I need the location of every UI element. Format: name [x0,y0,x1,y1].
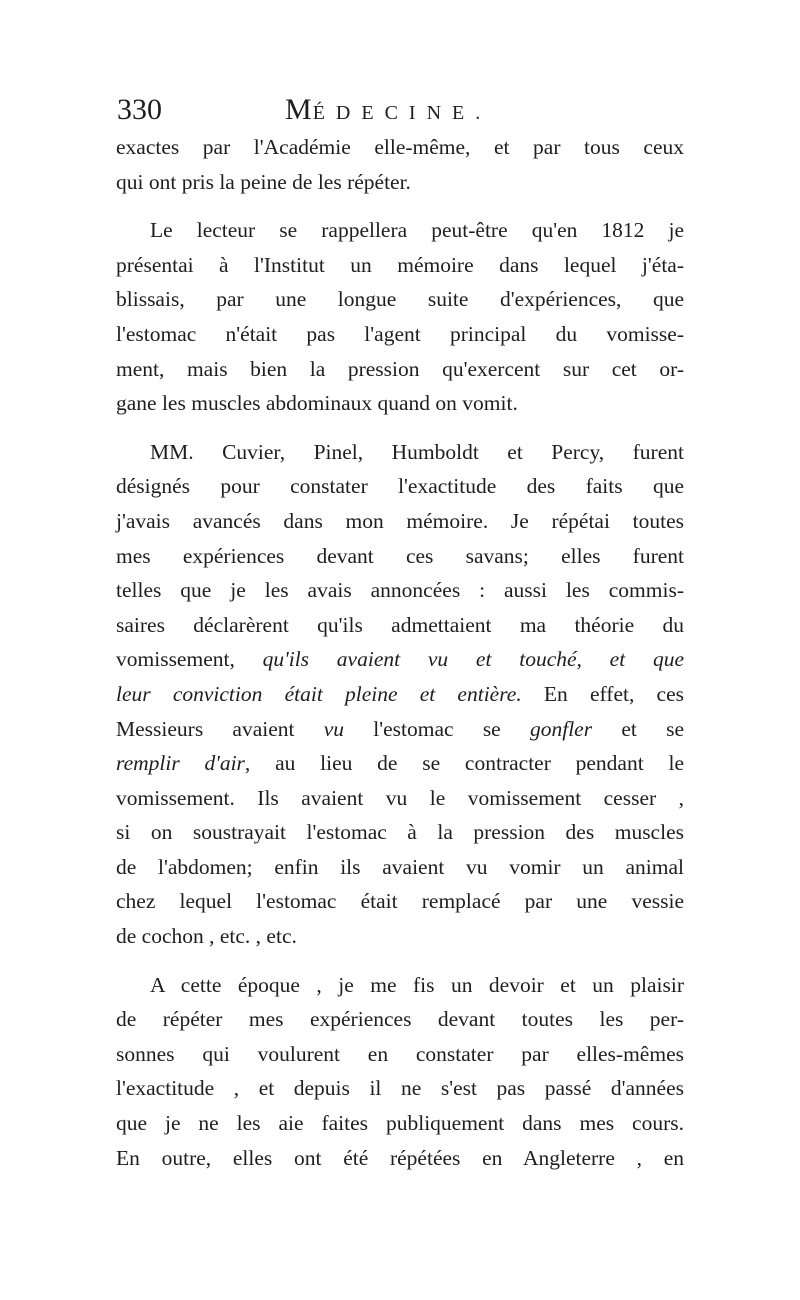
text-segment: exactes par l'Académie elle-même, et par tous ceux [116,135,684,159]
text-line [116,213,684,248]
text-line [116,608,684,643]
italic-text: remplir d'air [116,751,245,776]
text-line [116,850,684,885]
text-line [116,815,684,850]
text-line [116,677,684,712]
text-segment: si on soustrayait l'estomac à la pression des muscles [116,820,684,845]
text-line [116,1071,684,1106]
text-segment: En outre, elles ont été répétées en Angleterre , en [116,1145,684,1170]
text-line [116,165,684,200]
text-line [116,573,684,608]
text-segment: ment, mais bien la pression qu'exercent sur cet or- [116,356,684,381]
text-line [116,352,684,387]
text-segment: En effet, ces [521,681,684,706]
body-text [116,130,684,1175]
text-segment: sonnes qui voulurent en constater par elles-mêmes [116,1041,684,1066]
text-segment: vomissement. Ils avaient vu le vomissement cesser , [116,785,684,810]
text-line [116,1141,684,1176]
text-segment: présentai à l'Institut un mémoire dans lequel j'éta- [116,252,684,277]
text-segment: l'estomac n'était pas l'agent principal du vomisse- [116,321,684,346]
text-segment: gane les muscles abdominaux quand on vomit. [116,391,518,416]
text-line [116,1002,684,1037]
text-line [116,642,684,677]
text-line [116,469,684,504]
text-line [116,968,684,1003]
text-segment: telles que je les avais annoncées : aussi les commis- [116,578,684,603]
text-line [116,919,684,954]
text-segment: chez lequel l'estomac était remplacé par une vessie [116,889,684,914]
text-line [116,504,684,539]
text-segment: Messieurs avaient [116,716,324,741]
text-segment: qui ont pris la peine de les répéter. [116,169,411,194]
text-segment: Le lecteur se rappellera peut-être qu'en 1812 je [150,218,684,243]
paragraph [116,130,684,199]
italic-text: qu'ils avaient vu et touché, et que [262,647,685,672]
text-segment: désignés pour constater l'exactitude des faits que [116,474,684,499]
text-line [116,746,684,781]
text-line [116,712,684,747]
text-segment: et se [592,716,685,741]
text-line [116,248,684,283]
text-line [116,282,684,317]
text-segment: de répéter mes expériences devant toutes les per- [116,1007,684,1032]
text-line [116,1037,684,1072]
text-segment: A cette époque , je me fis un devoir et un plaisir [150,972,684,997]
italic-text: leur conviction était pleine et entière. [116,681,522,706]
text-segment: vomissement, [116,647,263,672]
running-title-rest: ÉDECINE. [312,102,492,124]
text-line [116,130,684,165]
text-line [116,539,684,574]
text-segment: l'estomac se [344,716,530,741]
running-title-initial: M [285,93,313,126]
paragraph [116,213,684,421]
text-segment: , au lieu de se contracter pendant le [244,751,684,776]
text-line [116,884,684,919]
text-segment: que je ne les aie faites publiquement dans mes cours. [116,1111,684,1136]
italic-text: gonfler [529,716,593,741]
italic-text: vu [323,716,345,741]
running-head [117,90,677,130]
text-line [116,435,684,470]
paragraph [116,435,684,954]
paragraph [116,968,684,1176]
text-segment: mes expériences devant ces savans; elles furent [116,543,684,568]
text-segment: de cochon , etc. , etc. [116,924,297,949]
text-segment: de l'abdomen; enfin ils avaient vu vomir un animal [116,854,684,879]
text-line [116,317,684,352]
text-line [116,1106,684,1141]
text-line [116,781,684,816]
text-segment: j'avais avancés dans mon mémoire. Je répétai toutes [116,508,684,533]
running-title [285,90,491,133]
text-segment: blissais, par une longue suite d'expériences, que [116,287,684,312]
page-number: 330 [117,93,162,126]
text-segment: MM. Cuvier, Pinel, Humboldt et Percy, furent [150,439,684,464]
text-line [116,386,684,421]
text-segment: l'exactitude , et depuis il ne s'est pas passé d'années [116,1076,684,1101]
text-segment: saires déclarèrent qu'ils admettaient ma théorie du [116,612,684,637]
